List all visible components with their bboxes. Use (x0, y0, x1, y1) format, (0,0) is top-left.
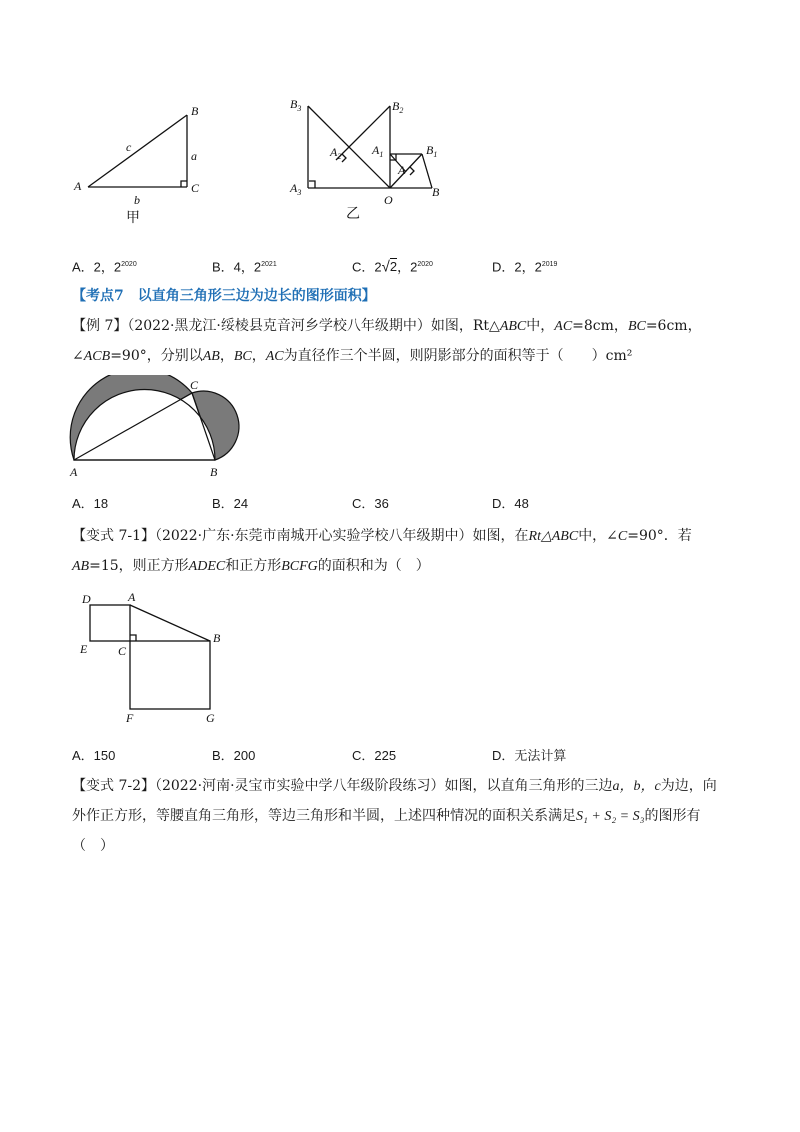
label-A3: $A_3$ (290, 181, 302, 197)
figure-yi (282, 92, 452, 232)
caption-jia: 甲 (126, 210, 140, 226)
q6-option-c: C．2√2，$2^{2020}$ (352, 258, 433, 276)
label-B: B (213, 631, 221, 645)
example7-option-b: B．24 (212, 496, 249, 511)
label-O: O (384, 193, 393, 207)
q6-option-b: B．4，$2^{2021}$ (212, 259, 277, 275)
variant71-option-c: C．225 (352, 748, 397, 763)
label-B1: $B_1$ (426, 143, 438, 159)
label-B3: $B_3$ (290, 97, 302, 113)
example7-line1: 【例 7】（2022·黑龙江·绥棱县克音河乡学校八年级期中）如图，Rt△ABC中，AC=8cm，BC=6cm， (72, 318, 702, 334)
label-A: A (74, 179, 82, 193)
label-B: B (191, 104, 199, 118)
variant72-line3: （ ） (72, 838, 114, 854)
variant71-line1: 【变式 7-1】（2022·广东·东莞市南城开心实验学校八年级期中）如图，在Rt△ABC中，∠C=90°．若 (72, 528, 692, 544)
figure-example7 (60, 375, 250, 485)
caption-yi: 乙 (346, 206, 360, 222)
label-b: b (134, 193, 140, 207)
label-A: A (128, 590, 136, 604)
variant72-line1: 【变式 7-2】（2022·河南·灵宝市实验中学八年级阶段练习）如图，以直角三角形的三边a，b，c为边，向 (72, 778, 717, 794)
example7-option-d: D．48 (492, 496, 529, 511)
label-A1: $A_1$ (372, 143, 384, 159)
figure-variant71 (70, 585, 250, 730)
label-a: a (191, 149, 197, 163)
label-B: B (210, 465, 218, 479)
label-D: D (82, 592, 91, 606)
label-B-yi: B (432, 185, 440, 199)
label-C: C (190, 378, 199, 392)
label-C: C (118, 644, 127, 658)
label-c: c (126, 140, 132, 154)
label-E: E (80, 642, 88, 656)
variant72-line2: 外作正方形，等腰直角三角形，等边三角形和半圆，上述四种情况的面积关系满足S₁ + S₂ = S₃的图形有 (72, 808, 701, 824)
variant71-option-a: A．150 (72, 748, 116, 763)
variant71-option-b: B．200 (212, 748, 256, 763)
label-C: C (191, 181, 200, 195)
label-A-yi: A (398, 163, 406, 177)
variant71-line2: AB=15，则正方形ADEC和正方形BCFG的面积和为（ ） (72, 558, 430, 574)
example7-option-a: A．18 (72, 496, 109, 511)
section-heading: 【考点7 以直角三角形三边为边长的图形面积】 (72, 288, 376, 304)
label-F: F (126, 711, 134, 725)
figure-jia (60, 95, 230, 230)
variant71-option-d: D．无法计算 (492, 748, 567, 763)
q6-option-a: A．2，$2^{2020}$ (72, 259, 137, 275)
label-G: G (206, 711, 215, 725)
q6-option-d: D．2，$2^{2019}$ (492, 259, 558, 275)
label-A2: $A_2$ (330, 145, 342, 161)
label-A: A (70, 465, 78, 479)
label-B2: $B_2$ (392, 99, 404, 115)
example7-option-c: C．36 (352, 496, 389, 511)
example7-line2: ∠ACB=90°，分别以AB，BC，AC为直径作三个半圆，则阴影部分的面积等于（ ）cm² (72, 348, 633, 364)
